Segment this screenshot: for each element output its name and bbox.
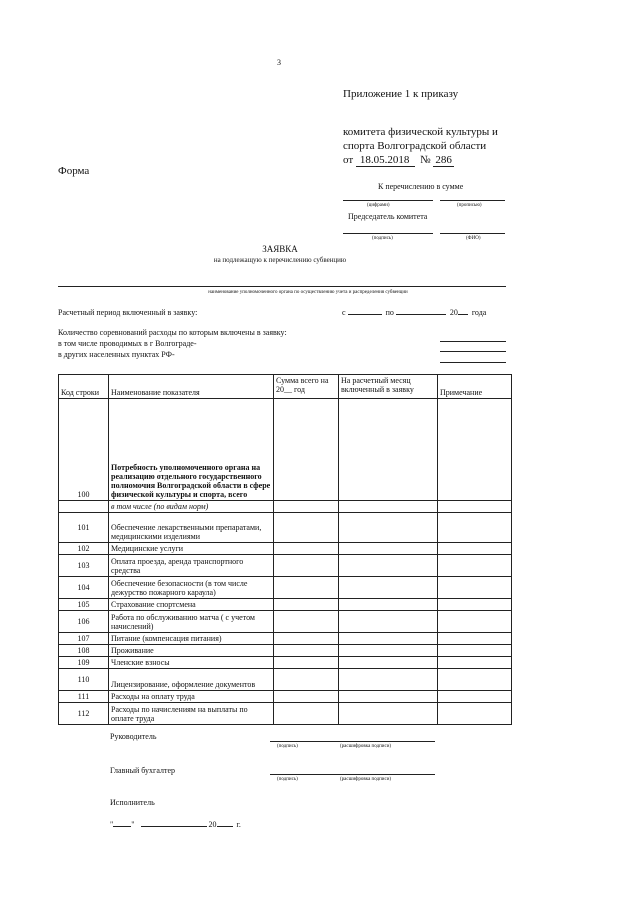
date-quote-open: " — [110, 820, 114, 829]
order-date: 18.05.2018 — [356, 154, 416, 167]
period-label: Расчетный период включенный в заявку: — [58, 308, 198, 317]
count-total-line — [440, 341, 506, 342]
period-year-prefix: 20 — [449, 308, 458, 317]
competitions-volgograd-label: в том числе проводимых в г Волгограде- — [58, 339, 197, 348]
header-name: Наименование показателя — [109, 375, 274, 399]
row-name: Членские взносы — [109, 657, 274, 669]
table-row — [59, 633, 512, 645]
row-month — [339, 611, 438, 633]
table-row — [59, 657, 512, 669]
row-total — [274, 669, 339, 691]
row-name: Медицинские услуги — [109, 543, 274, 555]
row-code: 102 — [59, 543, 109, 555]
transfer-digits-line — [343, 200, 433, 201]
digits-caption: (цифрами) — [367, 203, 390, 208]
row-month — [339, 555, 438, 577]
period-to: по — [385, 308, 394, 317]
row-month — [339, 691, 438, 703]
row-name: Обеспечение безопасности (в том числе дежурство пожарного караула) — [109, 577, 274, 599]
row-note — [438, 645, 512, 657]
row-month — [339, 669, 438, 691]
row-month — [339, 399, 438, 501]
header-total-line2: 20__ год — [276, 385, 305, 394]
row-total — [274, 555, 339, 577]
row-note — [438, 543, 512, 555]
row-note — [438, 611, 512, 633]
header-month-line1: На расчетный месяц — [341, 376, 411, 385]
row-name: Лицензирование, оформление документов — [109, 669, 274, 691]
chairman-fio-caption: (ФИО) — [466, 236, 481, 241]
period-from: с — [342, 308, 346, 317]
number-prefix: № — [420, 154, 431, 166]
head-sign-line — [270, 741, 435, 742]
chairman-signature-caption: (подпись) — [372, 236, 393, 241]
table-row — [59, 669, 512, 691]
table-row — [59, 543, 512, 555]
row-total — [274, 501, 339, 513]
period-range — [342, 308, 486, 317]
row-total — [274, 599, 339, 611]
table-row — [59, 555, 512, 577]
executor-label: Исполнитель — [110, 798, 155, 807]
committee-line-2: спорта Волгоградской области — [343, 140, 487, 152]
row-code: 100 — [59, 399, 109, 501]
row-note — [438, 501, 512, 513]
header-month-line2: включенный в заявку — [341, 385, 414, 394]
table-row — [59, 577, 512, 599]
table-row-including — [59, 501, 512, 513]
accountant-decode-caption: (расшифровка подписи) — [340, 777, 392, 782]
including-label: в том числе (по видам норм) — [109, 501, 274, 513]
row-note — [438, 555, 512, 577]
row-name: Обеспечение лекарственными препаратами, медицинскими изделиями — [109, 513, 274, 543]
row-note — [438, 399, 512, 501]
row-month — [339, 513, 438, 543]
head-signature-caption: (подпись) — [277, 744, 298, 749]
accountant-signature-caption: (подпись) — [277, 777, 298, 782]
date-prefix: от — [343, 154, 354, 166]
row-total — [274, 399, 339, 501]
row-month — [339, 633, 438, 645]
committee-line-1: комитета физической культуры и — [343, 126, 498, 138]
head-label: Руководитель — [110, 732, 157, 741]
row-code: 103 — [59, 555, 109, 577]
row-code: 111 — [59, 691, 109, 703]
competitions-other-label: в других населенных пунктах РФ- — [58, 350, 175, 359]
period-year-suffix: года — [471, 308, 487, 317]
date-quote-close: " — [131, 820, 135, 829]
row-total — [274, 645, 339, 657]
row-name: Работа по обслуживанию матча ( с учетом начислений) — [109, 611, 274, 633]
row-month — [339, 657, 438, 669]
document-title: ЗАЯВКА — [262, 244, 298, 254]
appendix-title: Приложение 1 к приказу — [343, 88, 459, 100]
row-note — [438, 599, 512, 611]
row-code: 101 — [59, 513, 109, 543]
accountant-label: Главный бухгалтер — [110, 766, 175, 775]
accountant-sign-line — [270, 774, 435, 775]
header-total — [274, 375, 339, 399]
header-note: Примечание — [438, 375, 512, 399]
competitions-count-label: Количество соревнований расходы по которым включены в заявку: — [58, 328, 287, 337]
row-total — [274, 577, 339, 599]
row-note — [438, 513, 512, 543]
row-note — [438, 703, 512, 725]
row-code: 106 — [59, 611, 109, 633]
row-total — [274, 543, 339, 555]
row-code: 110 — [59, 669, 109, 691]
org-name-line — [58, 286, 506, 287]
row-note — [438, 633, 512, 645]
row-code: 105 — [59, 599, 109, 611]
row-month — [339, 645, 438, 657]
row-month — [339, 703, 438, 725]
row-code: 104 — [59, 577, 109, 599]
chairman-fio-line — [440, 233, 505, 234]
table-row — [59, 611, 512, 633]
row-total — [274, 691, 339, 703]
table-row — [59, 645, 512, 657]
date-year-prefix: 20 — [208, 820, 217, 829]
row-total — [274, 633, 339, 645]
row-code: 107 — [59, 633, 109, 645]
date-line — [110, 820, 241, 829]
row-code: 108 — [59, 645, 109, 657]
order-number: 286 — [435, 154, 452, 166]
row-name: Расходы по начислениям на выплаты по оплате труда — [109, 703, 274, 725]
count-other-line — [440, 362, 506, 363]
header-month — [339, 375, 438, 399]
row-code: 109 — [59, 657, 109, 669]
count-volgograd-line — [440, 351, 506, 352]
row-name: Страхование спортсмена — [109, 599, 274, 611]
table-header-row — [59, 375, 512, 399]
org-caption: наименование уполномоченного органа по осуществлению учета и распределения субвенции — [208, 290, 408, 295]
row-month — [339, 543, 438, 555]
row-code — [59, 501, 109, 513]
header-code: Код строки — [59, 375, 109, 399]
row-code: 112 — [59, 703, 109, 725]
date-g: г. — [236, 820, 241, 829]
row-name: Потребность уполномоченного органа на реализацию отдельного государственного полномочия Волгоградской области в сфере физической культуры и спорта, всего — [109, 399, 274, 501]
row-name: Питание (компенсация питания) — [109, 633, 274, 645]
table-row — [59, 513, 512, 543]
row-month — [339, 577, 438, 599]
row-total — [274, 703, 339, 725]
chairman-label: Председатель комитета — [348, 212, 428, 221]
chairman-sign-line — [343, 233, 433, 234]
row-note — [438, 657, 512, 669]
head-decode-caption: (расшифровка подписи) — [340, 744, 392, 749]
request-table — [58, 374, 512, 725]
row-note — [438, 691, 512, 703]
transfer-words-line — [440, 200, 505, 201]
row-note — [438, 577, 512, 599]
row-total — [274, 657, 339, 669]
document-subtitle: на подлежащую к перечислению субвенцию — [213, 256, 347, 264]
table-row — [59, 691, 512, 703]
form-label: Форма — [58, 165, 90, 177]
row-note — [438, 669, 512, 691]
header-total-line1: Сумма всего на — [276, 376, 329, 385]
row-name: Проживание — [109, 645, 274, 657]
table-row-100 — [59, 399, 512, 501]
words-caption: (прописью) — [457, 203, 482, 208]
row-month — [339, 501, 438, 513]
row-total — [274, 513, 339, 543]
row-total — [274, 611, 339, 633]
table-row — [59, 599, 512, 611]
transfer-label: К перечислению в сумме — [378, 182, 464, 191]
page-number: 3 — [277, 58, 281, 67]
table-row — [59, 703, 512, 725]
order-date-line — [343, 154, 454, 167]
row-name: Оплата проезда, аренда транспортного средства — [109, 555, 274, 577]
row-name: Расходы на оплату труда — [109, 691, 274, 703]
row-month — [339, 599, 438, 611]
